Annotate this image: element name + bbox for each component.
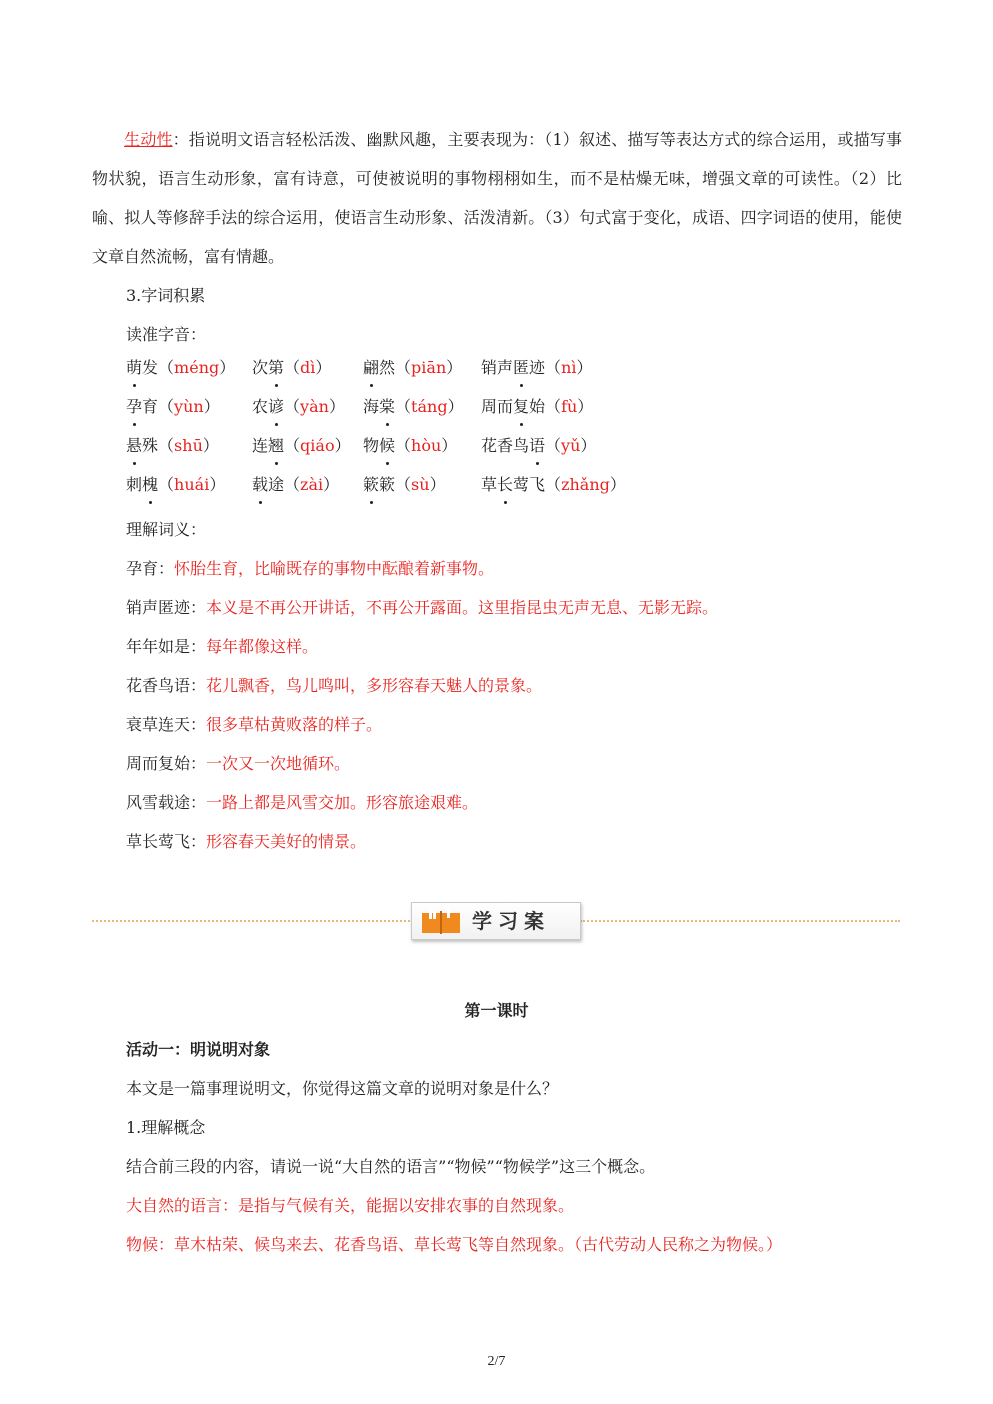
vocab-word (252, 358, 284, 377)
vocab-word-part: 迹 (529, 358, 546, 377)
definition-text: 一次又一次地循环。 (206, 754, 351, 773)
pinyin: hòu (411, 436, 442, 455)
definition-term: 花香鸟语： (126, 676, 207, 695)
vocab-word (252, 397, 284, 416)
definition-item (126, 675, 718, 714)
pinyin: sù (411, 475, 430, 494)
vocab-word (126, 358, 158, 377)
vocab-word-part: 殊 (142, 436, 159, 455)
vocab-word (252, 436, 284, 455)
definition-term: 孕育： (126, 559, 175, 578)
activity-title: 活动一：明说明对象 (126, 1040, 271, 1059)
vocab-word-part: 育 (142, 397, 159, 416)
emphasized-char: 簌 (363, 471, 379, 499)
definition-term: 衰草连天： (126, 715, 207, 734)
definition-text: 本义是不再公开讲话，不再公开露面。这里指昆虫无声无息、无影无踪。 (206, 598, 719, 617)
vocab-word-part: 草 (481, 475, 498, 494)
emphasized-char: 第 (268, 354, 284, 382)
vocab-word (363, 436, 395, 455)
definition-text: 形容春天美好的情景。 (206, 832, 367, 851)
definition-term: 风雪载途： (126, 793, 207, 812)
definition-term: 年年如是： (126, 637, 207, 656)
vocab-word-part: 莺飞 (513, 475, 546, 494)
pinyin: yàn (300, 397, 329, 416)
pinyin: yǔ (561, 436, 581, 455)
answer-line: 大自然的语言：是指与气候有关，能据以安排农事的自然现象。 (126, 1196, 575, 1215)
vocab-item: 孕育（yùn） (126, 393, 220, 421)
emphasized-char: 长 (497, 471, 513, 499)
pinyin: zài (300, 475, 324, 494)
section-heading: 3.字词积累 (126, 286, 206, 305)
pinyin: nì (561, 358, 577, 377)
meaning-heading: 理解词义： (126, 520, 207, 539)
subsection-heading: 1.理解概念 (126, 1118, 206, 1137)
vocab-word (481, 397, 545, 416)
vocab-item: 悬殊（shū） (126, 432, 219, 460)
vocab-word (481, 436, 545, 455)
vocab-item: 萌发（méng） (126, 354, 235, 382)
intro-paragraph (92, 120, 902, 276)
vocab-word (481, 475, 545, 494)
vocab-item: 周而复始（fù） (481, 393, 593, 421)
definition-text: 一路上都是风雪交加。形容旅途艰难。 (206, 793, 479, 812)
vocab-word-part: 周而 (481, 397, 514, 416)
study-plan-banner (411, 902, 581, 940)
vocab-word-part: 途 (268, 475, 285, 494)
vocab-item: 翩然（piān） (363, 354, 462, 382)
vocab-item: 草长莺飞（zhǎng） (481, 471, 626, 499)
emphasized-char: 萌 (126, 354, 142, 382)
definition-item (126, 753, 718, 792)
definition-text: 每年都像这样。 (206, 637, 319, 656)
emphasized-char: 翩 (363, 354, 379, 382)
banner-divider-left (92, 920, 410, 922)
vocab-word-part: 农 (252, 397, 269, 416)
vocab-word-part: 簌 (379, 475, 396, 494)
pronunciation-heading: 读准字音： (126, 325, 207, 344)
emphasized-char: 翘 (268, 432, 284, 460)
vocab-word-part: 始 (529, 397, 546, 416)
vocab-word-part: 次 (252, 358, 269, 377)
lesson-title: 第一课时 (464, 1001, 529, 1020)
emphasized-char: 载 (252, 471, 268, 499)
vocab-word (126, 436, 158, 455)
definition-term: 草长莺飞： (126, 832, 207, 851)
open-book-icon (420, 907, 464, 939)
definition-term: 周而复始： (126, 754, 207, 773)
pinyin: zhǎng (561, 475, 610, 494)
definition-text: 花儿飘香，鸟儿鸣叫，多形容春天魅人的景象。 (206, 676, 543, 695)
vocab-item: 农谚（yàn） (252, 393, 345, 421)
emphasized-char: 谚 (268, 393, 284, 421)
vocab-word-part: 海 (363, 397, 380, 416)
vocab-word-part: 销声 (481, 358, 514, 377)
vocab-item: 连翘（qiáo） (252, 432, 351, 460)
definition-item (126, 714, 718, 753)
banner-divider-right (580, 920, 900, 922)
emphasized-char: 孕 (126, 393, 142, 421)
definition-term: 销声匿迹： (126, 598, 207, 617)
vocab-word (363, 475, 395, 494)
emphasized-char: 悬 (126, 432, 142, 460)
vocab-word-part: 花香鸟 (481, 436, 530, 455)
definition-item (126, 831, 718, 870)
pinyin: qiáo (300, 436, 335, 455)
emphasized-char: 匿 (513, 354, 529, 382)
pinyin: méng (174, 358, 220, 377)
definition-item (126, 792, 718, 831)
pinyin: shū (174, 436, 203, 455)
vocab-item: 刺槐（huái） (126, 471, 225, 499)
instruction-text: 结合前三段的内容，请说一说“大自然的语言”“物候”“物候学”这三个概念。 (126, 1157, 656, 1176)
vocab-item: 花香鸟语（yǔ） (481, 432, 596, 460)
banner-label: 学习案 (472, 909, 550, 933)
vocab-word-part: 物 (363, 436, 380, 455)
vocab-word-part: 连 (252, 436, 269, 455)
vocab-word (126, 475, 158, 494)
pinyin: yùn (174, 397, 204, 416)
emphasized-char: 复 (513, 393, 529, 421)
intro-body: ：指说明文语言轻松活泼、幽默风趣，主要表现为：（1）叙述、描写等表达方式的综合运用，或描写事物状貌，语言生动形象，富有诗意，可使被说明的事物栩栩如生，而不是枯燥无味，增强文章的可读性。（2）比喻、拟人等修辞手法的综合运用，使语言生动形象、活泼清新。（3）句式富于变化，成语、四字词语的使用，能使文章自然流畅，富有情趣。 (92, 130, 902, 266)
keyword-term: 生动性 (124, 130, 173, 149)
definition-item (126, 558, 718, 597)
definition-list (126, 558, 718, 870)
vocab-item: 销声匿迹（nì） (481, 354, 593, 382)
emphasized-char: 棠 (379, 393, 395, 421)
definition-item (126, 597, 718, 636)
vocab-word (126, 397, 158, 416)
pinyin: huái (174, 475, 210, 494)
vocab-item: 海棠（táng） (363, 393, 464, 421)
vocab-word-part: 发 (142, 358, 159, 377)
pinyin: táng (411, 397, 448, 416)
vocab-item: 次第（dì） (252, 354, 331, 382)
pinyin: piān (411, 358, 447, 377)
emphasized-char: 候 (379, 432, 395, 460)
vocab-item: 簌簌（sù） (363, 471, 446, 499)
vocab-item: 载途（zài） (252, 471, 339, 499)
vocab-word-part: 然 (379, 358, 396, 377)
pinyin: dì (300, 358, 316, 377)
definition-text: 怀胎生育，比喻既存的事物中酝酿着新事物。 (174, 559, 495, 578)
vocab-word (363, 358, 395, 377)
question-text: 本文是一篇事理说明文，你觉得这篇文章的说明对象是什么？ (126, 1079, 559, 1098)
pinyin: fù (561, 397, 578, 416)
definition-text: 很多草枯黄败落的样子。 (206, 715, 383, 734)
vocab-word (363, 397, 395, 416)
vocab-word-part: 刺 (126, 475, 143, 494)
page-number: 2/7 (487, 1354, 506, 1369)
emphasized-char: 语 (529, 432, 545, 460)
definition-item (126, 636, 718, 675)
emphasized-char: 槐 (142, 471, 158, 499)
vocab-word (252, 475, 284, 494)
vocab-item: 物候（hòu） (363, 432, 457, 460)
answer-line: 物候：草木枯荣、候鸟来去、花香鸟语、草长莺飞等自然现象。（古代劳动人民称之为物候。） (126, 1235, 783, 1254)
vocab-word (481, 358, 545, 377)
